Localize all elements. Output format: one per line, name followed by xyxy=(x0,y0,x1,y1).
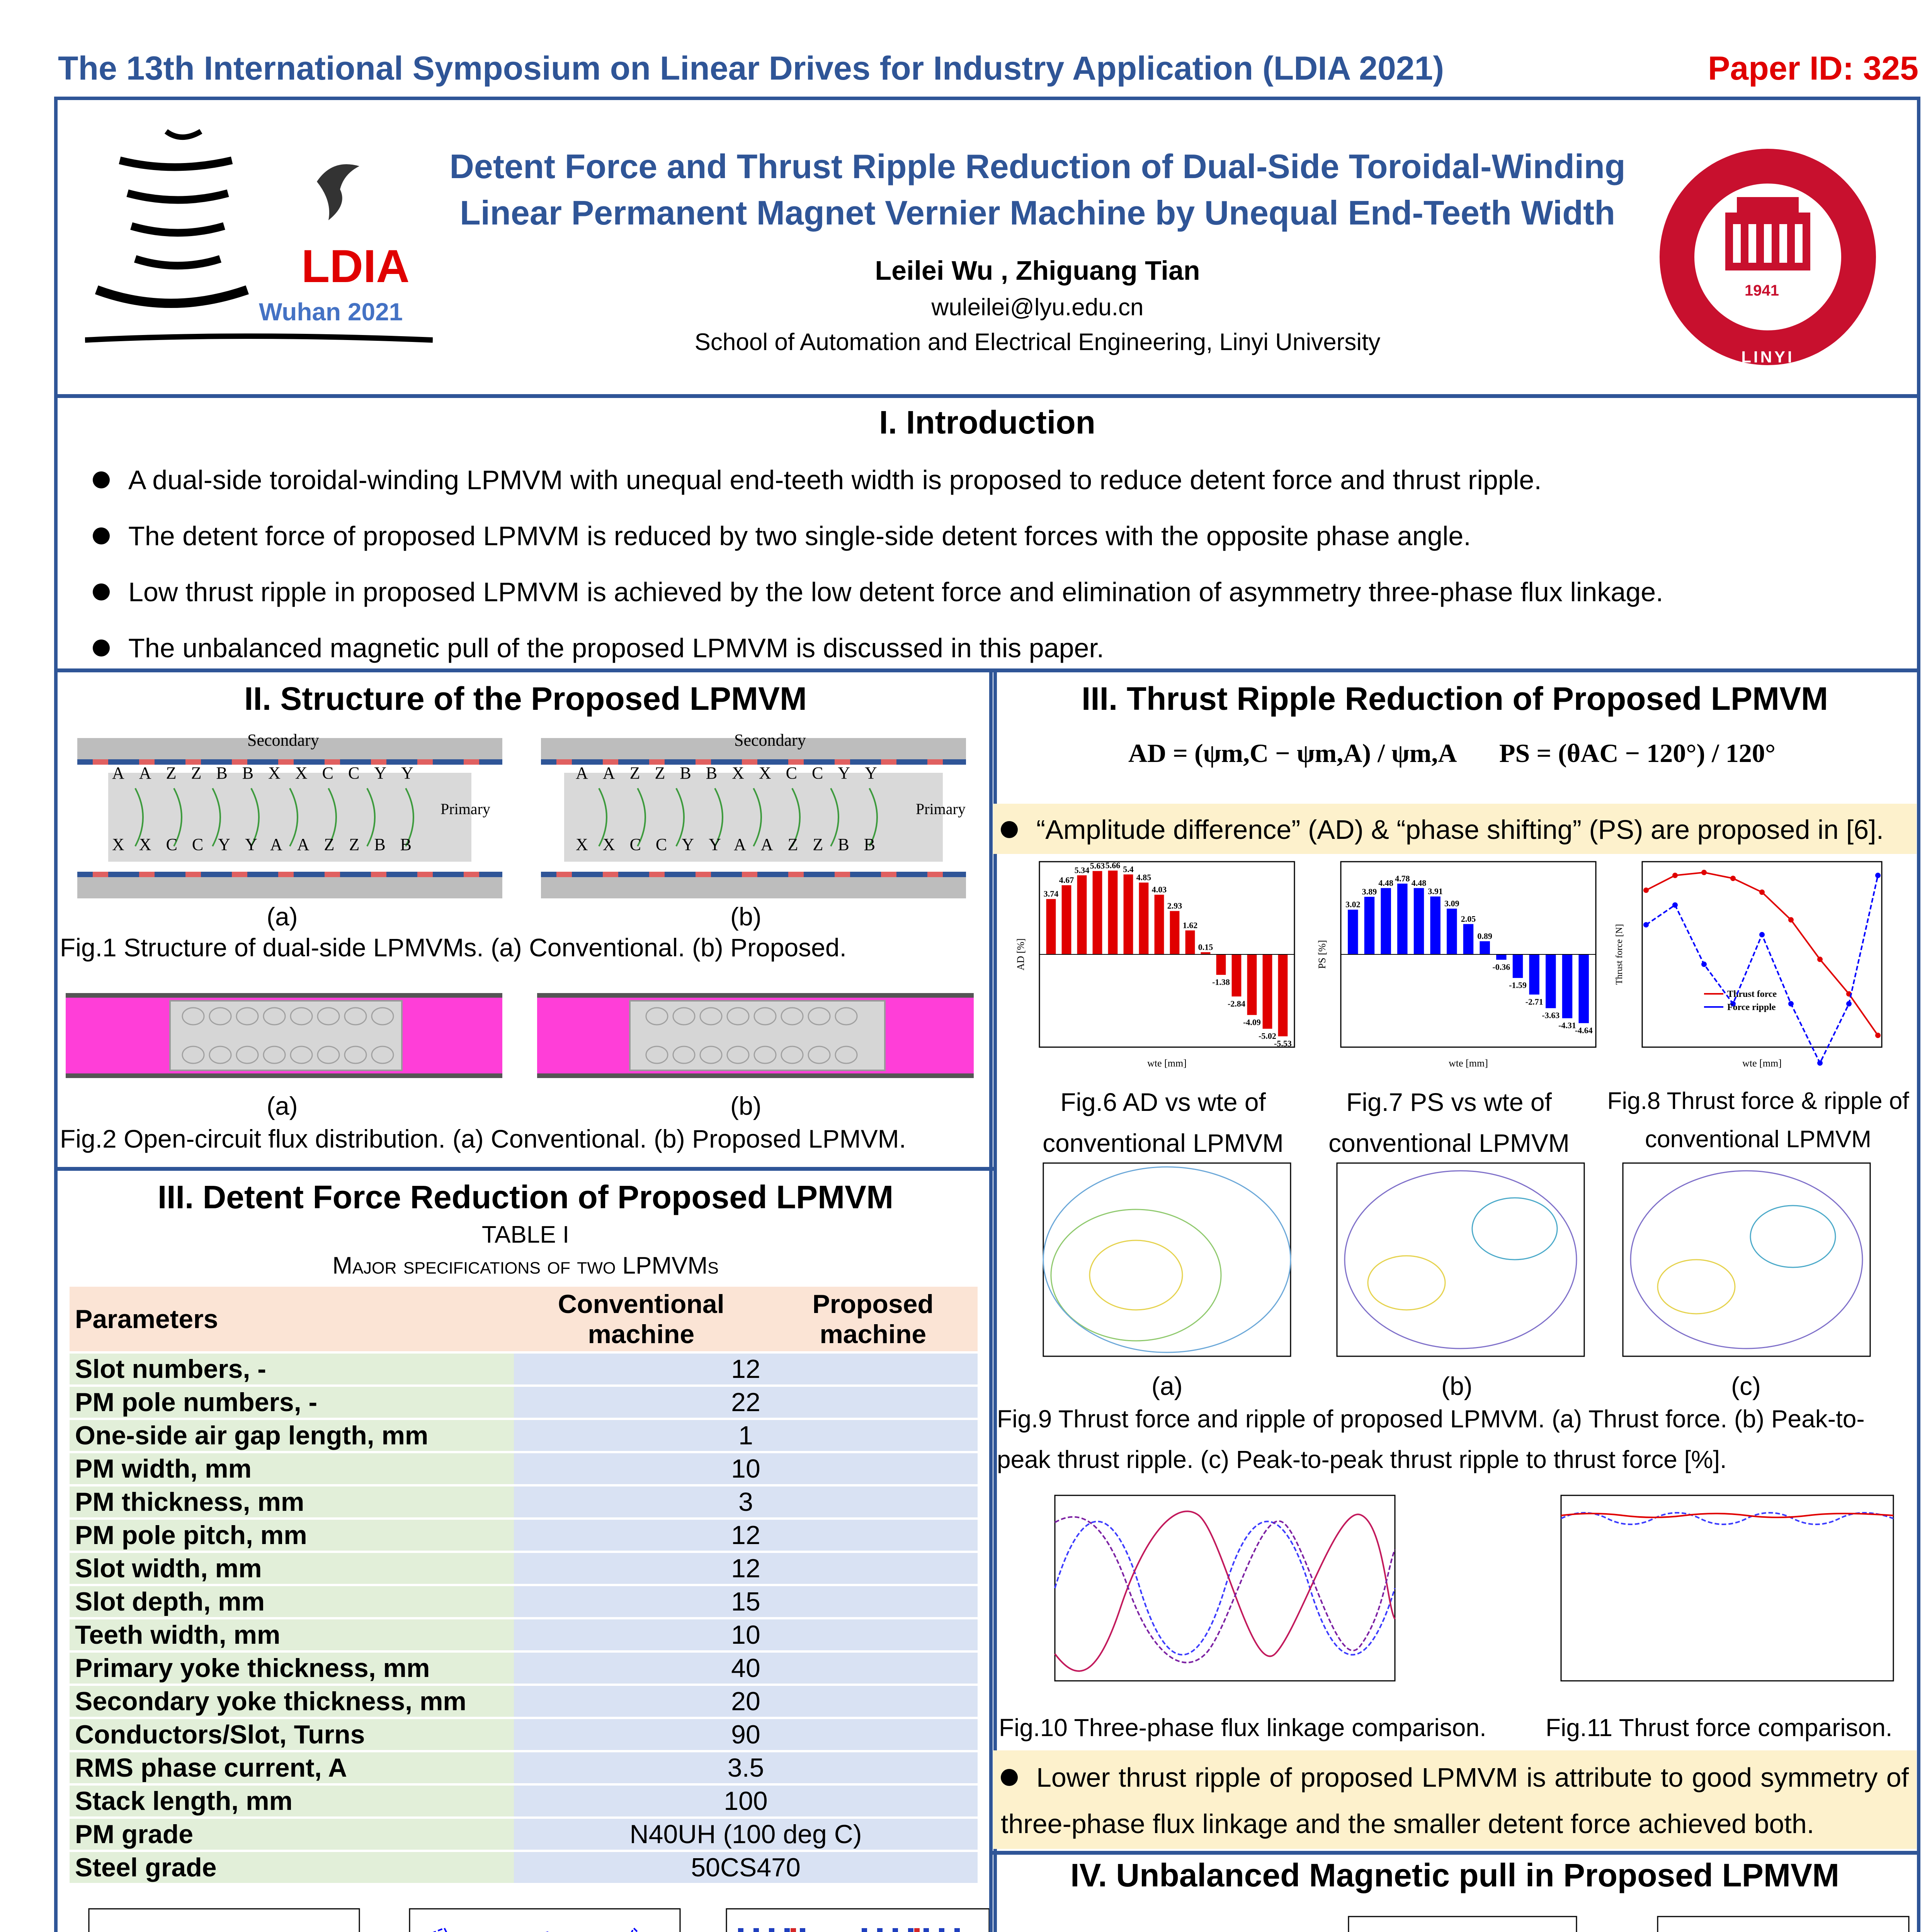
fig6-bar xyxy=(1139,883,1149,954)
fig6-bar xyxy=(1263,954,1272,1029)
fig7-bar xyxy=(1364,897,1374,954)
fig6-bar-label: 0.15 xyxy=(1198,942,1213,952)
bullet-icon xyxy=(1001,1769,1018,1786)
fig8-legend-item: Thrust force xyxy=(1727,989,1777,999)
fig7-ps-chart xyxy=(1314,858,1600,1074)
fig8-point xyxy=(1701,870,1707,875)
fig8-point xyxy=(1730,876,1736,881)
fig11-caption: Fig.11 Thrust force comparison. xyxy=(1546,1714,1893,1742)
table-row: PM grade N40UH (100 deg C) xyxy=(70,1818,978,1851)
bullet-icon xyxy=(1001,821,1018,838)
fig7-xlabel: wte [mm] xyxy=(1449,1058,1488,1069)
fig8-point xyxy=(1759,932,1765,937)
fig7-bar xyxy=(1578,954,1588,1023)
fig6-bar-label: 1.62 xyxy=(1182,920,1198,930)
authors: Leilei Wu , Zhiguang Tian xyxy=(875,255,1200,286)
col-proposed: Proposed machine xyxy=(769,1287,978,1352)
fig8-point xyxy=(1701,962,1707,967)
fig7-bar xyxy=(1447,909,1457,954)
fig7-bar xyxy=(1546,954,1556,1008)
fig7-bar xyxy=(1529,954,1539,995)
fig14-pull xyxy=(1623,1913,1917,1932)
fig3b-amplitude xyxy=(386,1905,684,1932)
intro-bullet-1 xyxy=(93,462,1542,498)
fig6-bar xyxy=(1093,871,1102,954)
fig7-bar-label: 2.05 xyxy=(1461,914,1476,924)
intro-bullet-text: The detent force of proposed LPMVM is reduced by two single-side detent forces with the opposite phase angle. xyxy=(128,521,1471,551)
thrust-bullet-1 xyxy=(1001,811,1884,848)
table-title: Major specifications of two LPMVMs xyxy=(332,1252,719,1279)
fig7-bar-label: 3.02 xyxy=(1345,900,1361,910)
intro-bullet-text: The unbalanced magnetic pull of the proposed LPMVM is discussed in this paper. xyxy=(128,633,1104,663)
ldia-logo-text: LDIA xyxy=(301,240,410,292)
table-row: PM pole pitch, mm 12 xyxy=(70,1519,978,1552)
ldia-city: Wuhan 2021 xyxy=(259,298,403,326)
fig1b-structure xyxy=(541,730,966,900)
ad-formula: AD = (ψm,C − ψm,A) / ψm,A xyxy=(1128,738,1457,768)
table-row: Steel grade 50CS470 xyxy=(70,1851,978,1884)
seal-year: 1941 xyxy=(1745,282,1779,299)
fig7-bar-label: 4.78 xyxy=(1395,873,1410,883)
fig10-caption: Fig.10 Three-phase flux linkage comparison. xyxy=(999,1714,1486,1742)
fig7-bar-label: -4.31 xyxy=(1558,1020,1576,1031)
bullet-icon xyxy=(93,639,110,656)
col-parameters: Parameters xyxy=(70,1287,514,1352)
table-row: Primary yoke thickness, mm 40 xyxy=(70,1651,978,1685)
fig6-bar xyxy=(1124,874,1133,954)
table-row: RMS phase current, A 3.5 xyxy=(70,1751,978,1784)
fig6-bar-label: 4.03 xyxy=(1151,884,1167,895)
fig8-xlabel: wte [mm] xyxy=(1742,1058,1782,1069)
fig7-bar-label: 3.09 xyxy=(1444,898,1459,908)
fig6-xlabel: wte [mm] xyxy=(1147,1058,1187,1069)
fig2a-flux xyxy=(66,993,502,1078)
pull-heading: IV. Unbalanced Magnetic pull in Proposed LPMVM xyxy=(1070,1857,1839,1893)
intro-bullet-text: A dual-side toroidal-winding LPMVM with unequal end-teeth width is proposed to reduce detent force and thrust ripple. xyxy=(128,465,1542,495)
fig6-bar-label: 5.4 xyxy=(1123,864,1134,874)
fig6-bar-label: 4.67 xyxy=(1059,875,1074,885)
fig7-bar xyxy=(1348,910,1358,954)
detent-heading: III. Detent Force Reduction of Proposed LPMVM xyxy=(157,1179,894,1215)
affiliation: School of Automation and Electrical Engineering, Linyi University xyxy=(694,329,1381,355)
fig8-point xyxy=(1846,1001,1852,1007)
fig13-bars xyxy=(1314,1913,1615,1932)
fig7-bar xyxy=(1414,888,1424,954)
fig1-caption: Fig.1 Structure of dual-side LPMVMs. (a) Conventional. (b) Proposed. xyxy=(60,933,847,962)
col-conventional: Conventional machine xyxy=(514,1287,769,1352)
fig6-bar xyxy=(1278,954,1288,1036)
fig6-bar-label: 5.34 xyxy=(1074,865,1090,875)
bullet-icon xyxy=(93,583,110,600)
table-row: Secondary yoke thickness, mm 20 xyxy=(70,1685,978,1718)
fig7-bar xyxy=(1397,884,1407,954)
fig1b-slots-top: AAZZBBXXCCYY xyxy=(576,764,892,782)
fig8-point xyxy=(1817,1060,1823,1066)
intro-bullet-3 xyxy=(93,574,1663,611)
fig8-point xyxy=(1643,922,1649,927)
fig3c-phase xyxy=(703,1905,993,1932)
fig7-bar xyxy=(1430,896,1440,954)
spec-table-header xyxy=(70,1287,978,1352)
fig7-bar xyxy=(1480,941,1490,954)
fig6-ad-chart xyxy=(1012,858,1298,1074)
fig6-bar xyxy=(1155,895,1164,954)
fig9-sub-b: (b) xyxy=(1441,1372,1473,1400)
fig6-bar-label: 3.74 xyxy=(1043,889,1059,899)
fig9-sub-c: (c) xyxy=(1731,1372,1761,1400)
table-row: Slot width, mm 12 xyxy=(70,1552,978,1585)
table-row: PM pole numbers, - 22 xyxy=(70,1386,978,1419)
fig9-caption: Fig.9 Thrust force and ripple of proposed LPMVM. (a) Thrust force. (b) Peak-to-peak thrust ripple. (c) Peak-to-peak thrust ripple to thrust force [%]. xyxy=(997,1405,1865,1473)
fig7-bar-label: -0.36 xyxy=(1492,962,1510,972)
conference-name: The 13th International Symposium on Linear Drives for Industry Application (LDIA 2021) xyxy=(58,50,1444,87)
table-row: Teeth width, mm 10 xyxy=(70,1618,978,1651)
fig7-bar-label: -1.59 xyxy=(1509,980,1527,990)
fig8-thrust-chart xyxy=(1611,858,1913,1074)
fig2-caption: Fig.2 Open-circuit flux distribution. (a) Conventional. (b) Proposed LPMVM. xyxy=(60,1124,906,1153)
fig6-bar-label: 5.66 xyxy=(1105,861,1121,871)
fig6-bar-label: -5.53 xyxy=(1274,1038,1292,1048)
fig1-sub-a: (a) xyxy=(267,902,298,931)
fig7-bar-label: 3.89 xyxy=(1362,886,1377,896)
fig3a-waveform xyxy=(66,1905,363,1932)
fig9-sub-a: (a) xyxy=(1151,1372,1183,1400)
table-row: PM width, mm 10 xyxy=(70,1452,978,1485)
fig8-ylabel: Thrust force [N] xyxy=(1614,924,1624,985)
fig7-bar-label: 0.89 xyxy=(1477,931,1492,941)
fig8-point xyxy=(1788,917,1794,923)
fig6-bar xyxy=(1062,885,1071,954)
fig6-bar-label: -2.84 xyxy=(1228,998,1245,1009)
seal-icon xyxy=(1654,143,1882,371)
fig6-ylabel: AD [%] xyxy=(1015,938,1026,971)
fig1a-secondary-label: Secondary xyxy=(247,731,319,750)
fig7-ylabel: PS [%] xyxy=(1316,940,1328,969)
fig6-bar xyxy=(1185,930,1195,954)
fig2-sub-a: (a) xyxy=(267,1092,298,1120)
university-seal xyxy=(1654,143,1882,371)
fig6-bar xyxy=(1108,871,1118,954)
fig10-flux-linkage xyxy=(1020,1492,1414,1708)
fig1-sub-b: (b) xyxy=(730,902,762,931)
fig8-caption: Fig.8 Thrust force & ripple of conventional LPMVM xyxy=(1607,1088,1909,1153)
fig6-bar xyxy=(1077,875,1087,954)
fig6-bar xyxy=(1216,954,1226,975)
fig6-bar-label: 4.85 xyxy=(1136,872,1151,883)
table-row: Slot depth, mm 15 xyxy=(70,1585,978,1618)
thrust-bullet-1-text: “Amplitude difference” (AD) & “phase shifting” (PS) are proposed in [6]. xyxy=(1036,815,1884,845)
intro-bullet-2 xyxy=(93,518,1471,554)
thrust-bullet-2 xyxy=(1001,1754,1909,1847)
introduction-heading: I. Introduction xyxy=(879,404,1095,440)
fig7-bar xyxy=(1381,888,1391,954)
fig1a-slots-bottom: XXCCYYAAZZBB xyxy=(112,835,427,854)
structure-heading: II. Structure of the Proposed LPMVM xyxy=(244,680,807,717)
fig1a-primary-label: Primary xyxy=(440,800,490,818)
fig6-caption: Fig.6 AD vs wte of conventional LPMVM xyxy=(1043,1088,1284,1157)
fig9a-contour xyxy=(1020,1159,1298,1372)
intro-bullet-4 xyxy=(93,630,1104,667)
fig8-point xyxy=(1672,902,1678,908)
table-row: PM thickness, mm 3 xyxy=(70,1485,978,1519)
table-row: Stack length, mm 100 xyxy=(70,1784,978,1818)
thrust-heading: III. Thrust Ripple Reduction of Proposed LPMVM xyxy=(1082,680,1828,717)
fig12-surface xyxy=(1001,1917,1302,1932)
spec-table xyxy=(70,1287,978,1885)
fig7-bar xyxy=(1562,954,1572,1018)
fig8-point xyxy=(1643,888,1649,893)
fig8-point xyxy=(1759,889,1765,895)
fig6-bar xyxy=(1046,899,1056,954)
fig7-bar-label: -3.63 xyxy=(1542,1010,1560,1020)
fig1b-primary-label: Primary xyxy=(916,800,966,818)
fig2-sub-b: (b) xyxy=(730,1092,762,1120)
fig8-point xyxy=(1788,1001,1794,1007)
fig8-point xyxy=(1817,957,1823,962)
fig8-legend-item: Force ripple xyxy=(1727,1002,1776,1012)
fig7-bar xyxy=(1513,954,1523,978)
fig11-thrust-compare xyxy=(1522,1492,1909,1708)
fig1b-slots-bottom: XXCCYYAAZZBB xyxy=(576,835,890,854)
fig7-bar xyxy=(1463,924,1473,954)
paper-title-line2: Linear Permanent Magnet Vernier Machine by Unequal End-Teeth Width xyxy=(459,194,1616,232)
table-row: Slot numbers, - 12 xyxy=(70,1352,978,1386)
fig6-bar-label: -4.09 xyxy=(1243,1017,1261,1027)
author-email: wuleilei@lyu.edu.cn xyxy=(931,294,1144,321)
fig6-bar-label: -5.02 xyxy=(1259,1031,1276,1041)
fig6-bar-label: 5.63 xyxy=(1090,861,1105,871)
thrust-bullet-2-text: Lower thrust ripple of proposed LPMVM is attribute to good symmetry of three-phase flux linkage and the smaller detent force achieved both. xyxy=(1001,1762,1909,1839)
fig1b-secondary-label: Secondary xyxy=(734,731,806,750)
fig9b-contour xyxy=(1314,1159,1592,1372)
fig7-bar-label: 4.48 xyxy=(1378,878,1393,888)
fig9c-contour xyxy=(1600,1159,1878,1372)
fig2b-flux xyxy=(537,993,974,1078)
ps-formula: PS = (θAC − 120°) / 120° xyxy=(1499,738,1776,768)
fig6-bar-label: -1.38 xyxy=(1212,977,1230,987)
fig1a-slots-top: AAZZBBXXCCYY xyxy=(112,764,428,782)
fig6-bar-label: 2.93 xyxy=(1167,901,1182,911)
fig7-bar-label: 4.48 xyxy=(1411,878,1427,888)
fig7-bar xyxy=(1496,954,1506,960)
intro-bullet-text: Low thrust ripple in proposed LPMVM is achieved by the low detent force and elimination of asymmetry three-phase flux linkage. xyxy=(128,577,1663,607)
fig6-bar xyxy=(1170,911,1180,954)
fig8-point xyxy=(1875,873,1881,878)
fig6-bar xyxy=(1247,954,1257,1015)
fig7-bar-label: -4.64 xyxy=(1575,1025,1593,1035)
table-label: TABLE I xyxy=(481,1221,570,1248)
fig1a-structure xyxy=(77,730,502,900)
seal-name: LINYI UNIVERSITY xyxy=(1707,348,1828,384)
fig7-bar-label: 3.91 xyxy=(1428,886,1443,896)
table-row: Conductors/Slot, Turns 90 xyxy=(70,1718,978,1751)
paper-title-line1: Detent Force and Thrust Ripple Reduction of Dual-Side Toroidal-Winding xyxy=(449,147,1626,185)
fig7-caption: Fig.7 PS vs wte of conventional LPMVM xyxy=(1328,1088,1570,1157)
table-row: One-side air gap length, mm 1 xyxy=(70,1419,978,1452)
fig6-bar xyxy=(1232,954,1242,997)
fig8-point xyxy=(1672,873,1678,878)
fig8-point xyxy=(1875,1033,1881,1038)
bullet-icon xyxy=(93,471,110,488)
paper-id: Paper ID: 325 xyxy=(1708,50,1918,87)
bullet-icon xyxy=(93,527,110,544)
fig7-bar-label: -2.71 xyxy=(1525,997,1543,1007)
